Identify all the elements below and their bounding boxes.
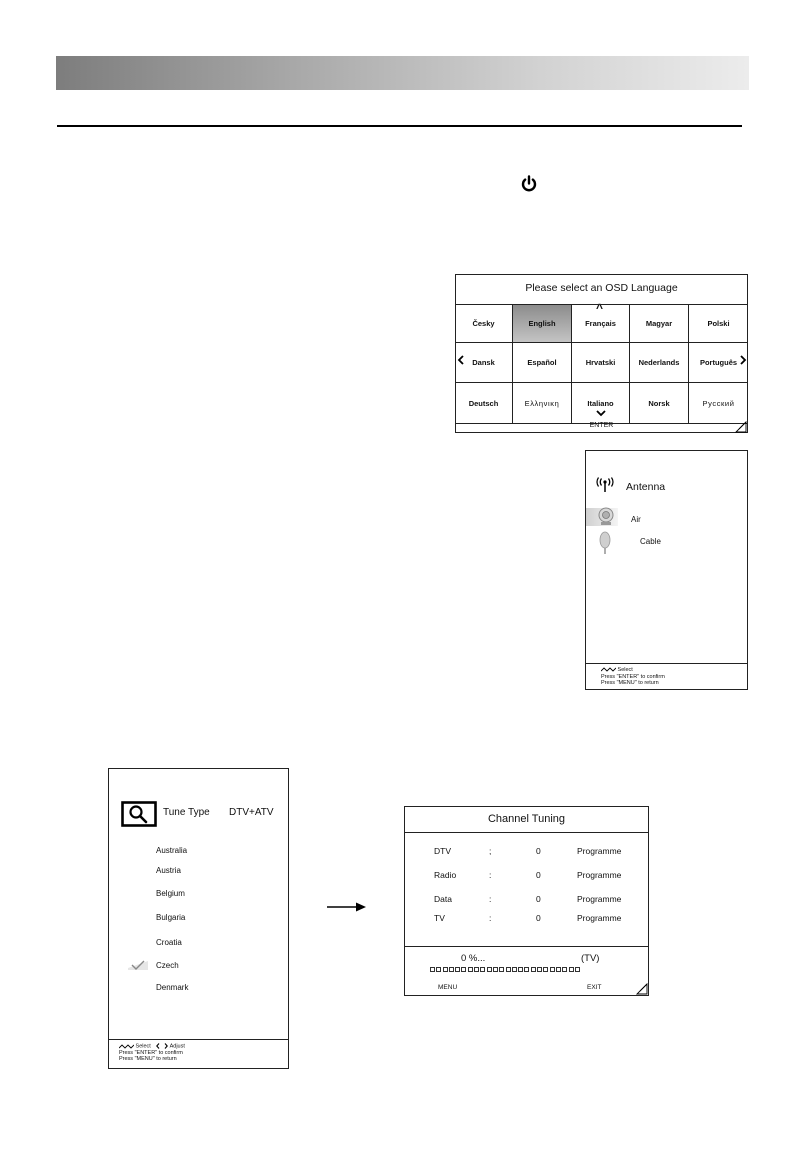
chevron-right-icon[interactable]	[740, 355, 747, 365]
row-count: 0	[536, 846, 541, 856]
row-count: 0	[536, 913, 541, 923]
power-icon	[520, 175, 538, 193]
progress-cell	[499, 967, 504, 972]
page-corner-icon	[735, 421, 747, 433]
progress-cell	[543, 967, 548, 972]
progress-cell	[569, 967, 574, 972]
header-rule	[57, 125, 742, 127]
arrow-right-icon	[327, 901, 367, 913]
section-header-bar	[56, 56, 749, 90]
language-option[interactable]: Русский	[702, 398, 735, 408]
row-count: 0	[536, 894, 541, 904]
row-name: Radio	[434, 870, 457, 880]
language-option[interactable]: Česky	[455, 305, 513, 343]
progress-cell	[524, 967, 529, 972]
row-unit: Programme	[577, 913, 622, 923]
language-option[interactable]: Nederlands	[630, 343, 689, 383]
select-wave-icon	[601, 667, 616, 672]
chevron-up-icon[interactable]: ^	[596, 301, 604, 315]
row-name: DTV	[434, 846, 451, 856]
tune-type-label: Tune Type	[163, 807, 210, 818]
chevron-left-icon[interactable]	[457, 355, 464, 365]
language-option-selected[interactable]: English	[513, 305, 572, 343]
hint-select: Select	[135, 1043, 151, 1050]
progress-percent: 0 %...	[461, 953, 486, 964]
progress-cell	[512, 967, 517, 972]
language-option[interactable]: Italiano	[572, 383, 630, 423]
antenna-hints	[601, 667, 665, 687]
row-count: 0	[536, 870, 541, 880]
progress-cell	[487, 967, 492, 972]
row-separator: ;	[489, 846, 492, 856]
antenna-icon	[596, 477, 614, 493]
progress-cell	[436, 967, 441, 972]
progress-cell	[550, 967, 555, 972]
page-corner-icon	[636, 983, 648, 995]
osd-title: Please select an OSD Language	[525, 282, 678, 294]
progress-cell	[493, 967, 498, 972]
hint-select: Select	[617, 667, 633, 673]
progress-cell	[506, 967, 511, 972]
language-option[interactable]: Español	[513, 343, 572, 383]
progress-cell	[455, 967, 460, 972]
exit-label[interactable]: EXIT	[587, 984, 602, 991]
language-option[interactable]: Português	[689, 343, 748, 383]
channel-progress-divider	[405, 946, 648, 947]
hint-confirm: Press "ENTER" to confirm	[119, 1049, 183, 1056]
channel-title-divider	[405, 832, 648, 833]
language-option[interactable]: Polski	[689, 305, 748, 343]
progress-cell	[518, 967, 523, 972]
antenna-footer-divider	[586, 663, 747, 664]
menu-label[interactable]: MENU	[438, 984, 458, 991]
tune-type-panel	[108, 768, 289, 1069]
antenna-option-cable[interactable]: Cable	[640, 537, 661, 546]
language-option[interactable]: Magyar	[630, 305, 689, 343]
channel-tuning-panel	[404, 806, 649, 996]
progress-cell	[430, 967, 435, 972]
country-item[interactable]: Belgium	[156, 889, 185, 898]
country-item-checked[interactable]: Czech	[156, 961, 179, 970]
progress-cell	[556, 967, 561, 972]
chevron-down-icon[interactable]	[596, 410, 606, 417]
search-icon	[121, 801, 157, 827]
row-separator: :	[489, 894, 492, 904]
language-grid	[455, 301, 748, 424]
row-name: Data	[434, 894, 452, 904]
cable-icon	[598, 531, 612, 555]
antenna-panel	[585, 450, 748, 690]
country-item[interactable]: Austria	[156, 866, 181, 875]
row-separator: :	[489, 870, 492, 880]
hint-confirm: Press "ENTER" to confirm	[601, 673, 665, 680]
country-item[interactable]: Denmark	[156, 983, 189, 992]
country-item[interactable]: Croatia	[156, 938, 182, 947]
row-separator: :	[489, 913, 492, 923]
antenna-title: Antenna	[626, 481, 666, 493]
adjust-arrows-icon	[156, 1043, 168, 1049]
tune-footer-divider	[109, 1039, 288, 1040]
progress-cell	[443, 967, 448, 972]
progress-bar	[430, 967, 580, 972]
osd-language-panel	[455, 274, 748, 433]
progress-cell	[449, 967, 454, 972]
progress-cell	[562, 967, 567, 972]
language-option[interactable]: Hrvatski	[572, 343, 630, 383]
progress-cell	[480, 967, 485, 972]
country-item[interactable]: Bulgaria	[156, 913, 186, 922]
language-option[interactable]: Deutsch	[455, 383, 513, 423]
country-item[interactable]: Australia	[156, 846, 188, 855]
progress-cell	[531, 967, 536, 972]
language-option[interactable]: Norsk	[630, 383, 689, 423]
tuning-mode: (TV)	[581, 953, 600, 964]
progress-cell	[474, 967, 479, 972]
row-unit: Programme	[577, 894, 622, 904]
progress-cell	[461, 967, 466, 972]
hint-adjust: Adjust	[169, 1043, 185, 1050]
progress-cell	[537, 967, 542, 972]
select-wave-icon	[119, 1044, 134, 1049]
osd-enter-label: ENTER	[589, 422, 614, 429]
check-icon	[128, 959, 150, 971]
channel-tuning-title: Channel Tuning	[487, 813, 566, 825]
tune-hints	[119, 1043, 185, 1063]
row-name: TV	[434, 913, 445, 923]
row-unit: Programme	[577, 870, 622, 880]
language-option[interactable]: Dansk	[455, 343, 513, 383]
language-option[interactable]: Français	[572, 305, 630, 343]
hint-return: Press "MENU" to return	[601, 680, 659, 686]
row-unit: Programme	[577, 846, 622, 856]
language-option[interactable]: Ελληνικη	[513, 383, 572, 423]
air-icon	[596, 506, 616, 526]
antenna-option-air[interactable]: Air	[631, 515, 641, 524]
progress-cell	[575, 967, 580, 972]
hint-return: Press "MENU" to return	[119, 1056, 177, 1063]
progress-cell	[468, 967, 473, 972]
tune-type-value[interactable]: DTV+ATV	[229, 807, 274, 818]
